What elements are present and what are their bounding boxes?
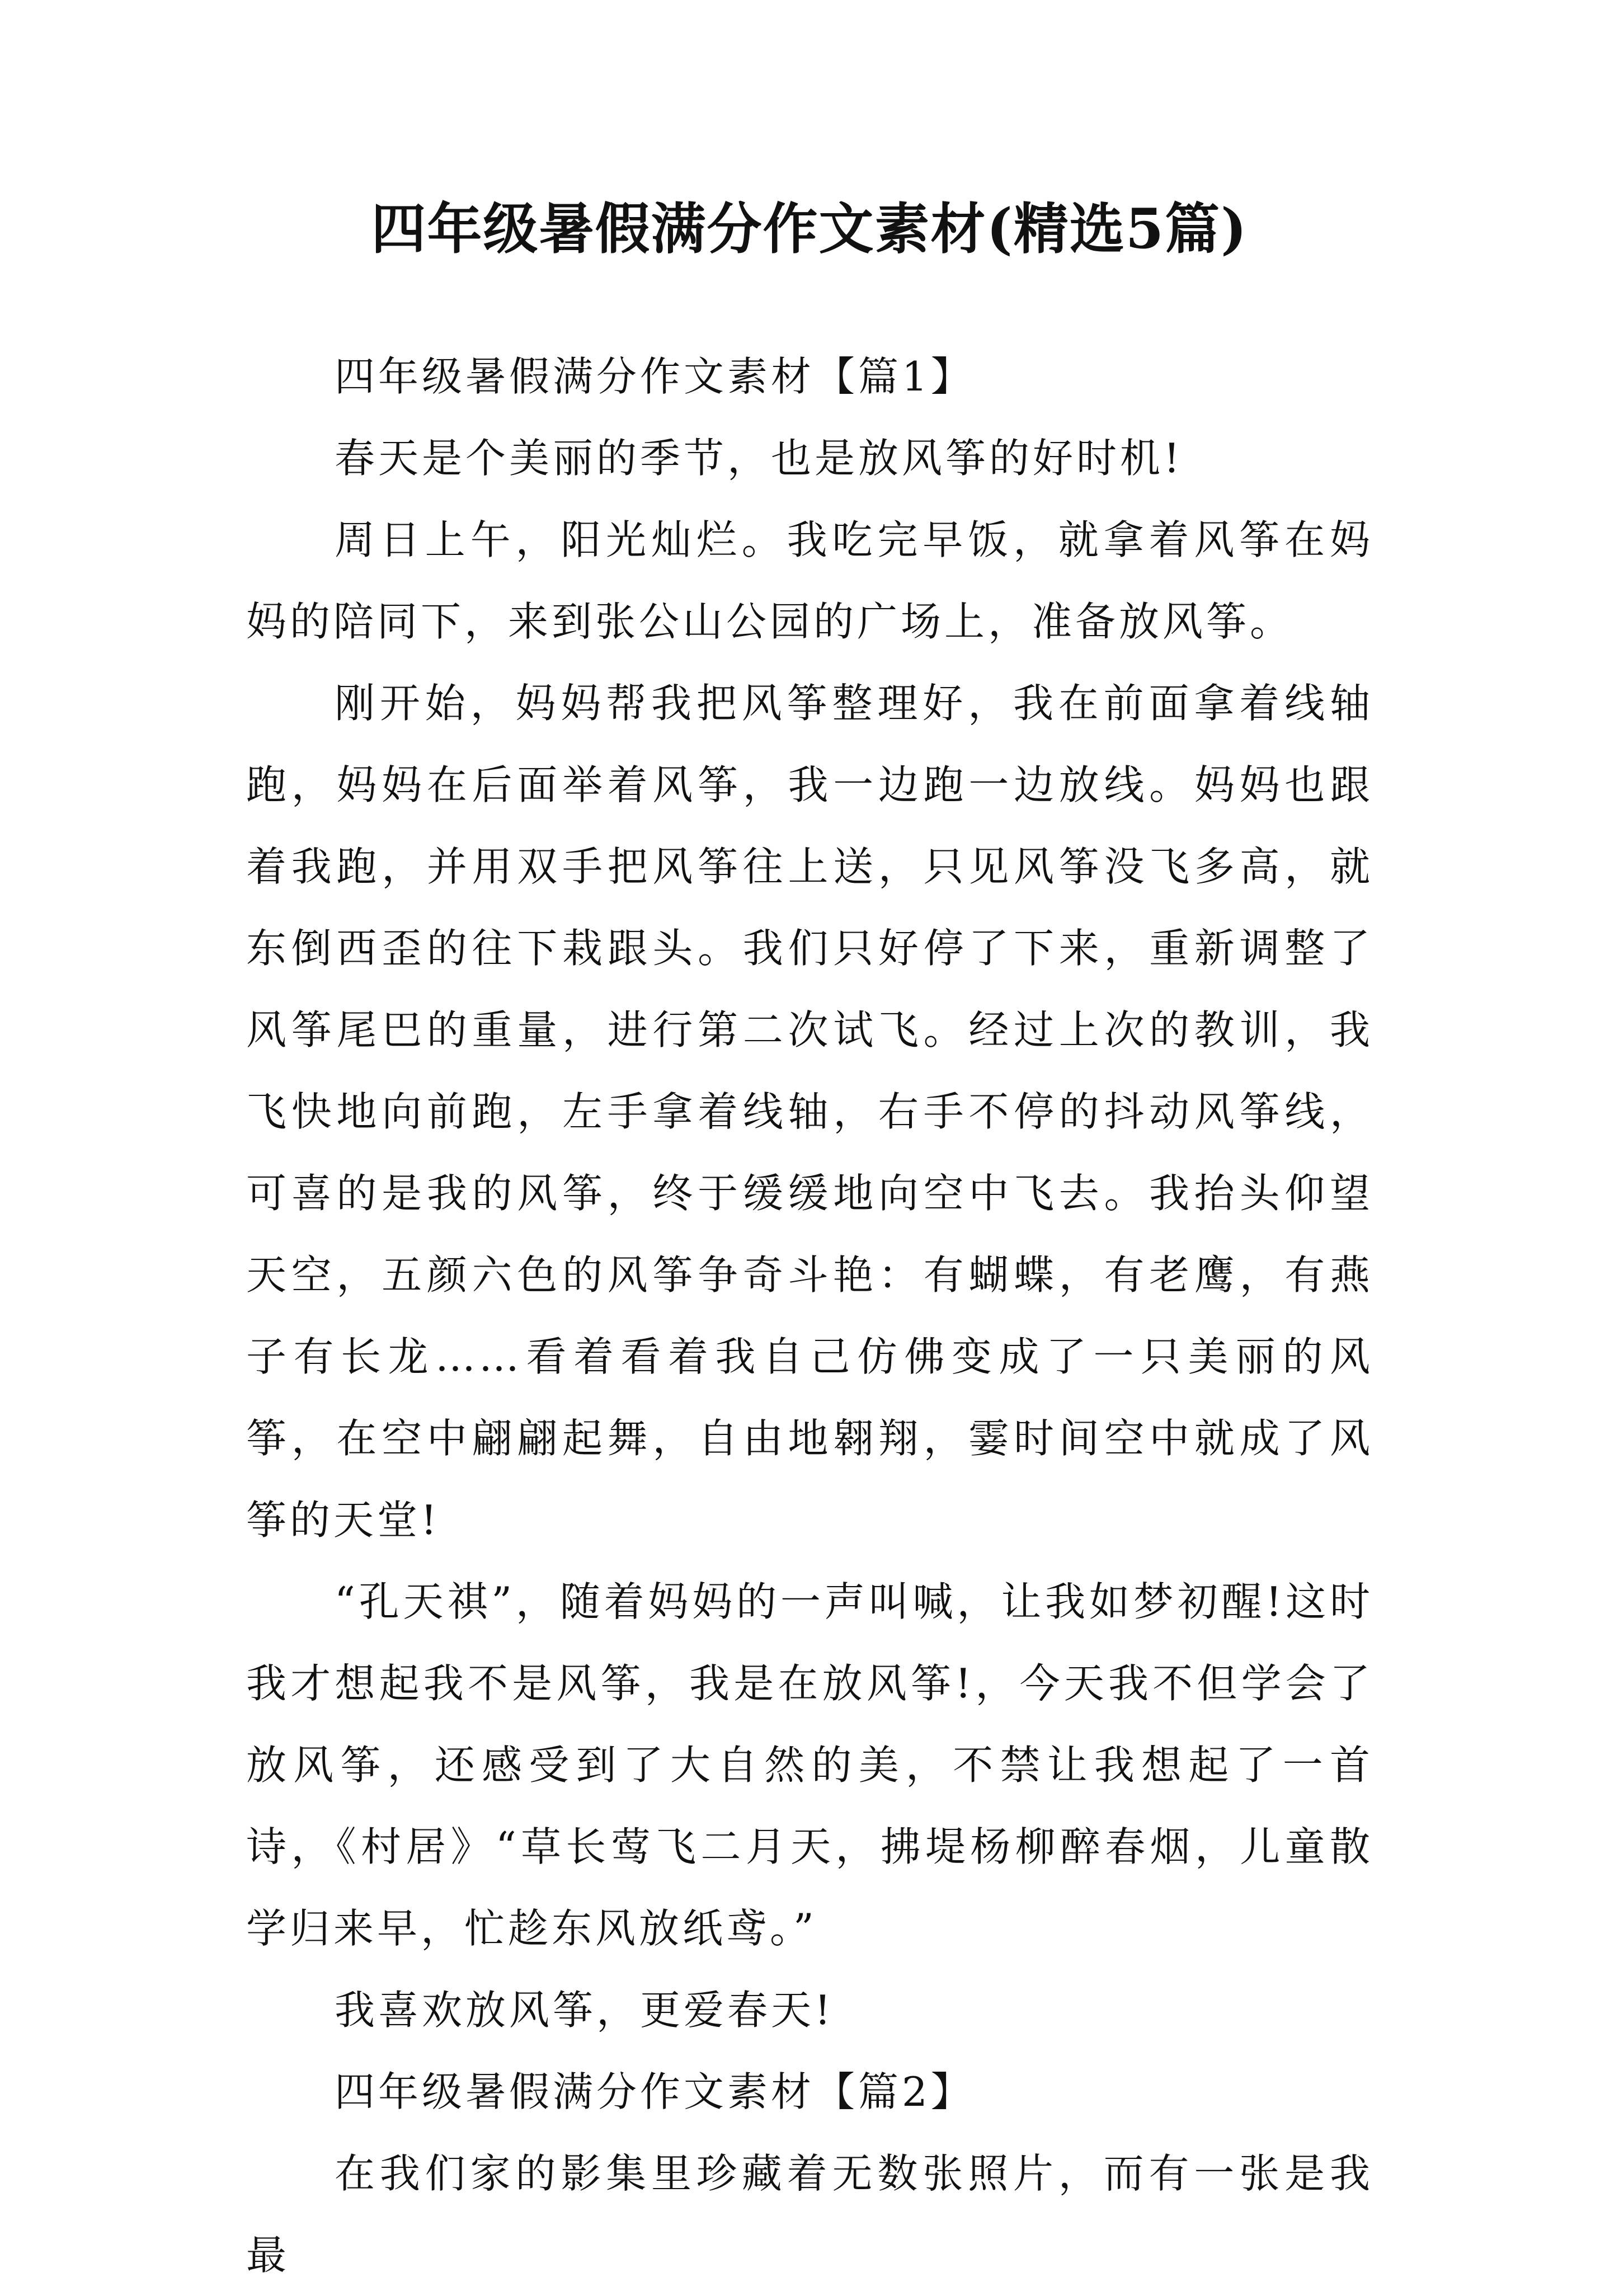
paragraph: 周日上午，阳光灿烂。我吃完早饭，就拿着风筝在妈妈的陪同下，来到张公山公园的广场上，准备放风筝。 bbox=[246, 516, 1373, 645]
section-heading-2: 四年级暑假满分作文素材【篇2】 bbox=[335, 2068, 975, 2115]
paragraph: 我喜欢放风筝，更爱春天! bbox=[335, 1987, 834, 2034]
paragraph: 刚开始，妈妈帮我把风筝整理好，我在前面拿着线轴跑，妈妈在后面举着风筝，我一边跑一边放线。妈妈也跟着我跑，并用双手把风筝往上送，只见风筝没飞多高，就东倒西歪的往下栽跟头。我们只好停了下来，重新调整了风筝尾巴的重量，进行第二次试飞。经过上次的教训，我飞快地向前跑，左手拿着线轴，右手不停的抖动风筝线，可喜的是我的风筝，终于缓缓地向空中飞去。我抬头仰望天空，五颜六色的风筝争奇斗艳：有蝴蝶，有老鹰，有燕子有长龙……看着看着我自己仿佛变成了一只美丽的风筝，在空中翩翩起舞，自由地翱翔，霎时间空中就成了风筝的天堂! bbox=[246, 680, 1373, 1544]
paragraph: 春天是个美丽的季节，也是放风筝的好时机! bbox=[335, 435, 1183, 482]
document-body bbox=[246, 336, 1373, 2296]
paragraph: “孔天祺”，随着妈妈的一声叫喊，让我如梦初醒!这时我才想起我不是风筝，我是在放风筝!，今天我不但学会了放风筝，还感受到了大自然的美，不禁让我想起了一首诗，《村居》“草长莺飞二月天，拂堤杨柳醉春烟，儿童散学归来早，忙趁东风放纸鸢。” bbox=[246, 1578, 1373, 1952]
paragraph: 在我们家的影集里珍藏着无数张照片，而有一张是我最 bbox=[246, 2150, 1373, 2279]
document-title: 四年级暑假满分作文素材(精选5篇) bbox=[371, 197, 1248, 261]
section-heading-1: 四年级暑假满分作文素材【篇1】 bbox=[335, 353, 975, 400]
